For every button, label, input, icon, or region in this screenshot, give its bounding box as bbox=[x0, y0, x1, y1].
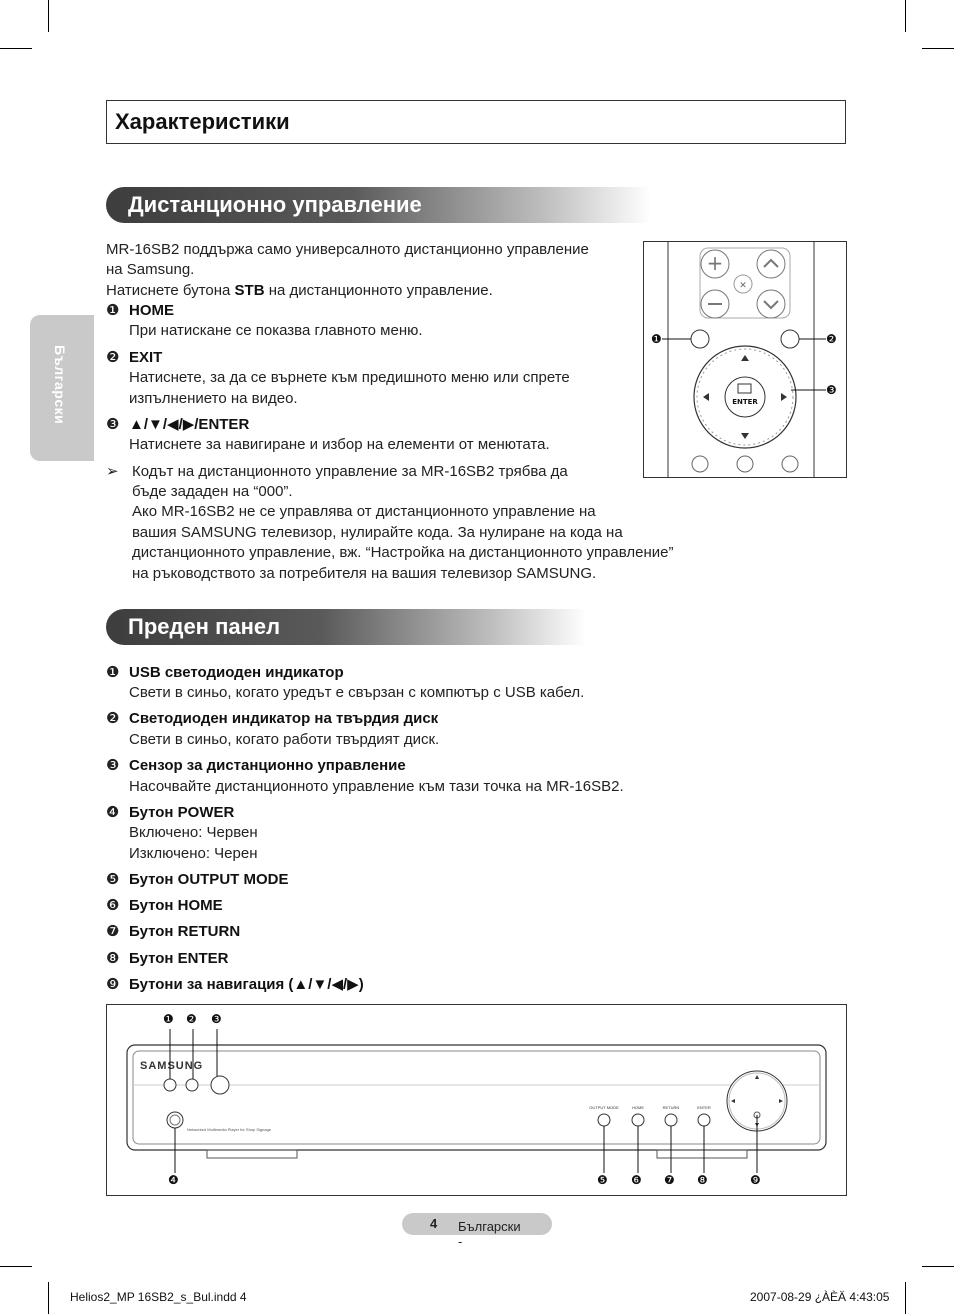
return-label: RETURN bbox=[662, 1105, 680, 1110]
device-callout-2: ❷ bbox=[186, 1012, 197, 1026]
crop-mark bbox=[922, 1266, 954, 1267]
item-label-remote-sensor: Сензор за дистанционно управление bbox=[129, 757, 406, 774]
enter-button-label: ENTER bbox=[697, 1105, 711, 1110]
crop-mark bbox=[48, 1282, 49, 1314]
item-label-home: HOME bbox=[129, 302, 174, 319]
note-line: Ако MR-16SB2 не се управлява от дистанционното управление на bbox=[132, 503, 596, 520]
remote-callout-2: ❷ bbox=[826, 332, 837, 346]
crop-mark bbox=[48, 0, 49, 32]
item-label-usb-led: USB светодиоден индикатор bbox=[129, 664, 344, 681]
language-side-tab bbox=[30, 315, 94, 461]
item-number: ❽ bbox=[106, 950, 120, 967]
intro-text: на дистанционното управление. bbox=[264, 282, 493, 299]
remote-drawing bbox=[644, 242, 846, 477]
item-number: ❾ bbox=[106, 976, 120, 993]
device-callout-3: ❸ bbox=[211, 1012, 222, 1026]
item-label-navigation: ▲/▼/◀/▶/ENTER bbox=[129, 416, 250, 433]
crop-mark bbox=[0, 48, 32, 49]
note-line: Кодът на дистанционното управление за MR-16SB2 трябва да bbox=[132, 463, 568, 480]
device-callout-9: ❾ bbox=[750, 1173, 761, 1187]
item-number: ❺ bbox=[106, 871, 120, 888]
svg-text:✕: ✕ bbox=[739, 281, 747, 291]
intro-stb-line bbox=[106, 281, 493, 301]
crop-mark bbox=[0, 1266, 32, 1267]
brand-logo: SAMSUNG bbox=[140, 1060, 204, 1072]
item-desc: Свети в синьо, когато работи твърдият диск. bbox=[129, 731, 440, 748]
item-number: ❶ bbox=[106, 664, 120, 681]
note-line: дистанционното управление, вж. “Настройка на дистанционното управление” bbox=[132, 544, 674, 561]
print-date-info: 2007-08-29 ¿ÀÈÄ 4:43:05 bbox=[750, 1290, 890, 1304]
note-line: на ръководството за потребителя на вашия телевизор SAMSUNG. bbox=[132, 565, 597, 582]
item-desc: Насочвайте дистанционното управление към тази точка на MR-16SB2. bbox=[129, 778, 624, 795]
svg-text:Networked Multimedia Player fo: Networked Multimedia Player for Shop Signage bbox=[187, 1127, 272, 1132]
item-label-output-mode: Бутон OUTPUT MODE bbox=[129, 871, 289, 888]
device-callout-6: ❻ bbox=[631, 1173, 642, 1187]
item-desc: Свети в синьо, когато уредът е свързан с компютър с USB кабел. bbox=[129, 684, 585, 701]
remote-callout-1: ❶ bbox=[651, 332, 662, 346]
print-file-info: Helios2_MP 16SB2_s_Bul.indd 4 bbox=[70, 1290, 247, 1304]
output-mode-label: OUTPUT MODE bbox=[589, 1105, 619, 1110]
page-title: Характеристики bbox=[115, 109, 290, 134]
item-label-hdd-led: Светодиоден индикатор на твърдия диск bbox=[129, 710, 439, 727]
note-line: бъде зададен на “000”. bbox=[132, 483, 293, 500]
remote-section-title: Дистанционно управление bbox=[128, 192, 422, 217]
item-label-home-button: Бутон HOME bbox=[129, 897, 223, 914]
device-callout-4: ❹ bbox=[168, 1173, 179, 1187]
side-tab-label: Български bbox=[52, 345, 68, 425]
item-number: ❻ bbox=[106, 897, 120, 914]
item-number: ❷ bbox=[106, 349, 120, 366]
intro-text: Натиснете бутона bbox=[106, 282, 235, 299]
crop-mark bbox=[922, 48, 954, 49]
device-callout-8: ❽ bbox=[697, 1173, 708, 1187]
page-number-text bbox=[430, 1216, 521, 1249]
item-number: ❶ bbox=[106, 302, 120, 319]
svg-text:+: + bbox=[706, 251, 724, 275]
enter-label: ENTER bbox=[732, 398, 758, 406]
device-callout-7: ❼ bbox=[664, 1173, 675, 1187]
item-label-exit: EXIT bbox=[129, 349, 163, 366]
intro-line: на Samsung. bbox=[106, 261, 195, 278]
note-line: вашия SAMSUNG телевизор, нулирайте кода. За нулиране на кода на bbox=[132, 524, 623, 541]
page-number-pill bbox=[402, 1213, 552, 1249]
item-number: ❹ bbox=[106, 804, 120, 821]
page-label: Български - bbox=[458, 1219, 521, 1249]
item-desc: Изключено: Черен bbox=[129, 845, 258, 862]
front-panel-illustration bbox=[106, 1004, 847, 1196]
page-title-box bbox=[106, 100, 846, 144]
item-label-enter: Бутон ENTER bbox=[129, 950, 229, 967]
item-number: ❸ bbox=[106, 757, 120, 774]
remote-illustration bbox=[643, 241, 847, 478]
remote-section-heading bbox=[106, 187, 651, 223]
item-desc: Натиснете за навигиране и избор на елементи от менютата. bbox=[129, 436, 550, 453]
item-label-nav-buttons: Бутони за навигация (▲/▼/◀/▶) bbox=[129, 976, 364, 993]
remote-callout-3: ❸ bbox=[826, 383, 837, 397]
item-desc: изпълнението на видео. bbox=[129, 390, 298, 407]
device-callout-1: ❶ bbox=[163, 1012, 174, 1026]
item-label-return: Бутон RETURN bbox=[129, 923, 241, 940]
front-panel-heading bbox=[106, 609, 586, 645]
item-label-power: Бутон POWER bbox=[129, 804, 235, 821]
item-number: ❼ bbox=[106, 923, 120, 940]
front-panel-title: Преден панел bbox=[128, 614, 281, 639]
item-number: ❸ bbox=[106, 416, 120, 433]
intro-line: MR-16SB2 поддържа само универсалното дистанционно управление bbox=[106, 241, 589, 258]
item-desc: При натискане се показва главното меню. bbox=[129, 322, 423, 339]
item-number: ❷ bbox=[106, 710, 120, 727]
device-drawing bbox=[107, 1005, 846, 1195]
item-desc: Натиснете, за да се върнете към предишното меню или спрете bbox=[129, 369, 570, 386]
crop-mark bbox=[905, 0, 906, 32]
stb-button-name: STB bbox=[234, 282, 265, 299]
home-label: HOME bbox=[632, 1105, 644, 1110]
item-desc: Включено: Червен bbox=[129, 824, 258, 841]
device-callout-5: ❺ bbox=[597, 1173, 608, 1187]
page-number: 4 bbox=[430, 1216, 438, 1231]
crop-mark bbox=[905, 1282, 906, 1314]
note-marker: ➢ bbox=[106, 463, 119, 480]
